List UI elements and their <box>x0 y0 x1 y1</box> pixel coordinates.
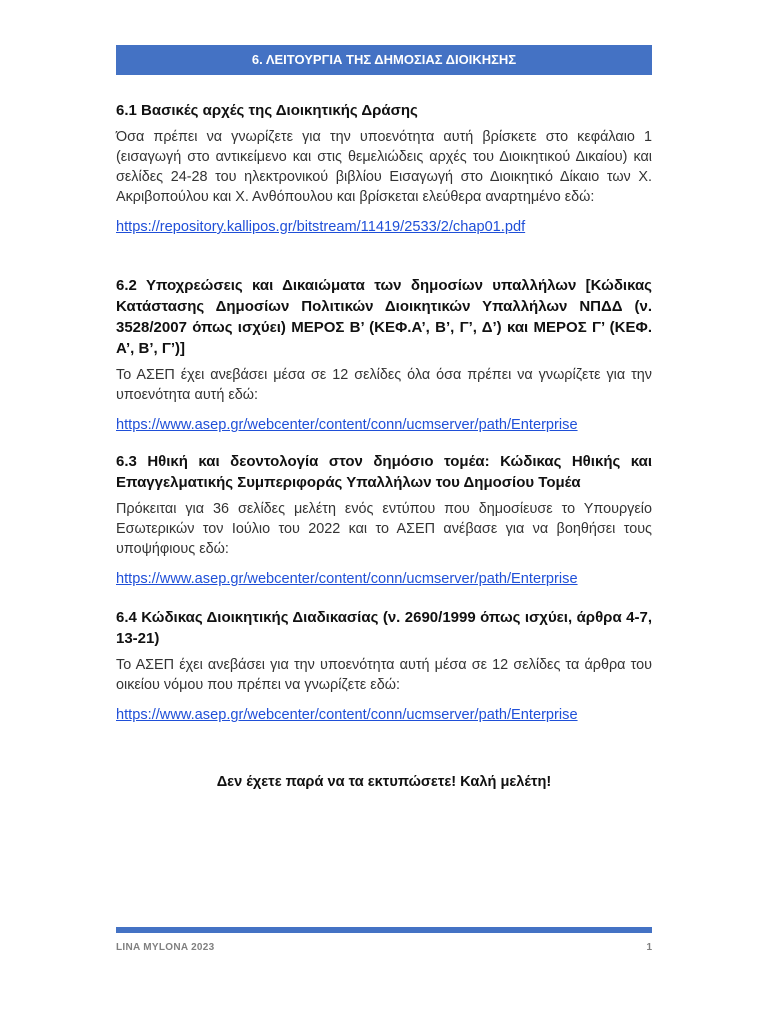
section-6-1 <box>116 100 652 237</box>
section-title: 6.3 Ηθική και δεοντολογία στον δημόσιο τομέα: Κώδικας Ηθικής και Επαγγελματικής Συμπεριφοράς Υπαλλήλων του Δημοσίου Τομέα <box>116 453 652 491</box>
section-link[interactable]: https://www.asep.gr/webcenter/content/conn/ucmserver/path/Enterprise <box>116 707 578 723</box>
page-number: 1 <box>646 942 652 953</box>
section-link[interactable]: https://repository.kallipos.gr/bitstream/11419/2533/2/chap01.pdf <box>116 219 526 235</box>
section-title: 6.4 Κώδικας Διοικητικής Διαδικασίας (ν. 2690/1999 όπως ισχύει, άρθρα 4-7, 13-21) <box>116 609 652 647</box>
section-6-3 <box>116 451 652 589</box>
section-title: 6.2 Υποχρεώσεις και Δικαιώματα των δημοσίων υπαλλήλων [Κώδικας Κατάστασης Δημοσίων Πολιτικών Διοικητικών Υπαλλήλων ΝΠΔΔ (ν. 3528/2007 όπως ισχύει) ΜΕΡΟΣ Β’ (ΚΕΦ.Α’, Β’, Γ’, Δ’) και ΜΕΡΟΣ Γ’ (ΚΕΦ. Α’, Β’, Γ’)] <box>116 277 652 357</box>
footer-divider <box>116 927 652 933</box>
section-body: Πρόκειται για 36 σελίδες μελέτη ενός εντύπου που δημοσίευσε το Υπουργείο Εσωτερικών τον Ιούλιο του 2022 και το ΑΣΕΠ ανέβασε για να βοηθήσει τους υποψήφιους εδώ: <box>116 501 652 557</box>
section-title: 6.1 Βασικές αρχές της Διοικητικής Δράσης <box>116 102 418 119</box>
section-link[interactable]: https://www.asep.gr/webcenter/content/conn/ucmserver/path/Enterprise <box>116 417 578 433</box>
chapter-header: 6. ΛΕΙΤΟΥΡΓΙΑ ΤΗΣ ΔΗΜΟΣΙΑΣ ΔΙΟΙΚΗΣΗΣ <box>116 45 652 75</box>
footer-author: LINA MYLONA 2023 <box>116 942 215 953</box>
section-6-4 <box>116 607 652 725</box>
section-body: Το ΑΣΕΠ έχει ανεβάσει για την υποενότητα αυτή μέσα σε 12 σελίδες τα άρθρα του οικείου νόμου που πρέπει να γνωρίζετε εδώ: <box>116 657 652 693</box>
section-body: Όσα πρέπει να γνωρίζετε για την υποενότητα αυτή βρίσκετε στο κεφάλαιο 1 (εισαγωγή στο αντικείμενο και στις θεμελιώδεις αρχές του Διοικητικού Δικαίου) και σελίδες 24-28 του ηλεκτρονικού βιβλίου Εισαγωγή στο Διοικητικό Δίκαιο των Χ. Ακριβοπούλου και Χ. Ανθόπουλου και βρίσκεται ελεύθερα αναρτημένο εδώ: <box>116 129 652 205</box>
section-body: Το ΑΣΕΠ έχει ανεβάσει μέσα σε 12 σελίδες όλα όσα πρέπει να γνωρίζετε για την υποενότητα αυτή εδώ: <box>116 367 652 403</box>
closing-message: Δεν έχετε παρά να τα εκτυπώσετε! Καλή μελέτη! <box>216 774 552 790</box>
section-6-2 <box>116 275 652 435</box>
section-link[interactable]: https://www.asep.gr/webcenter/content/conn/ucmserver/path/Enterprise <box>116 571 578 587</box>
